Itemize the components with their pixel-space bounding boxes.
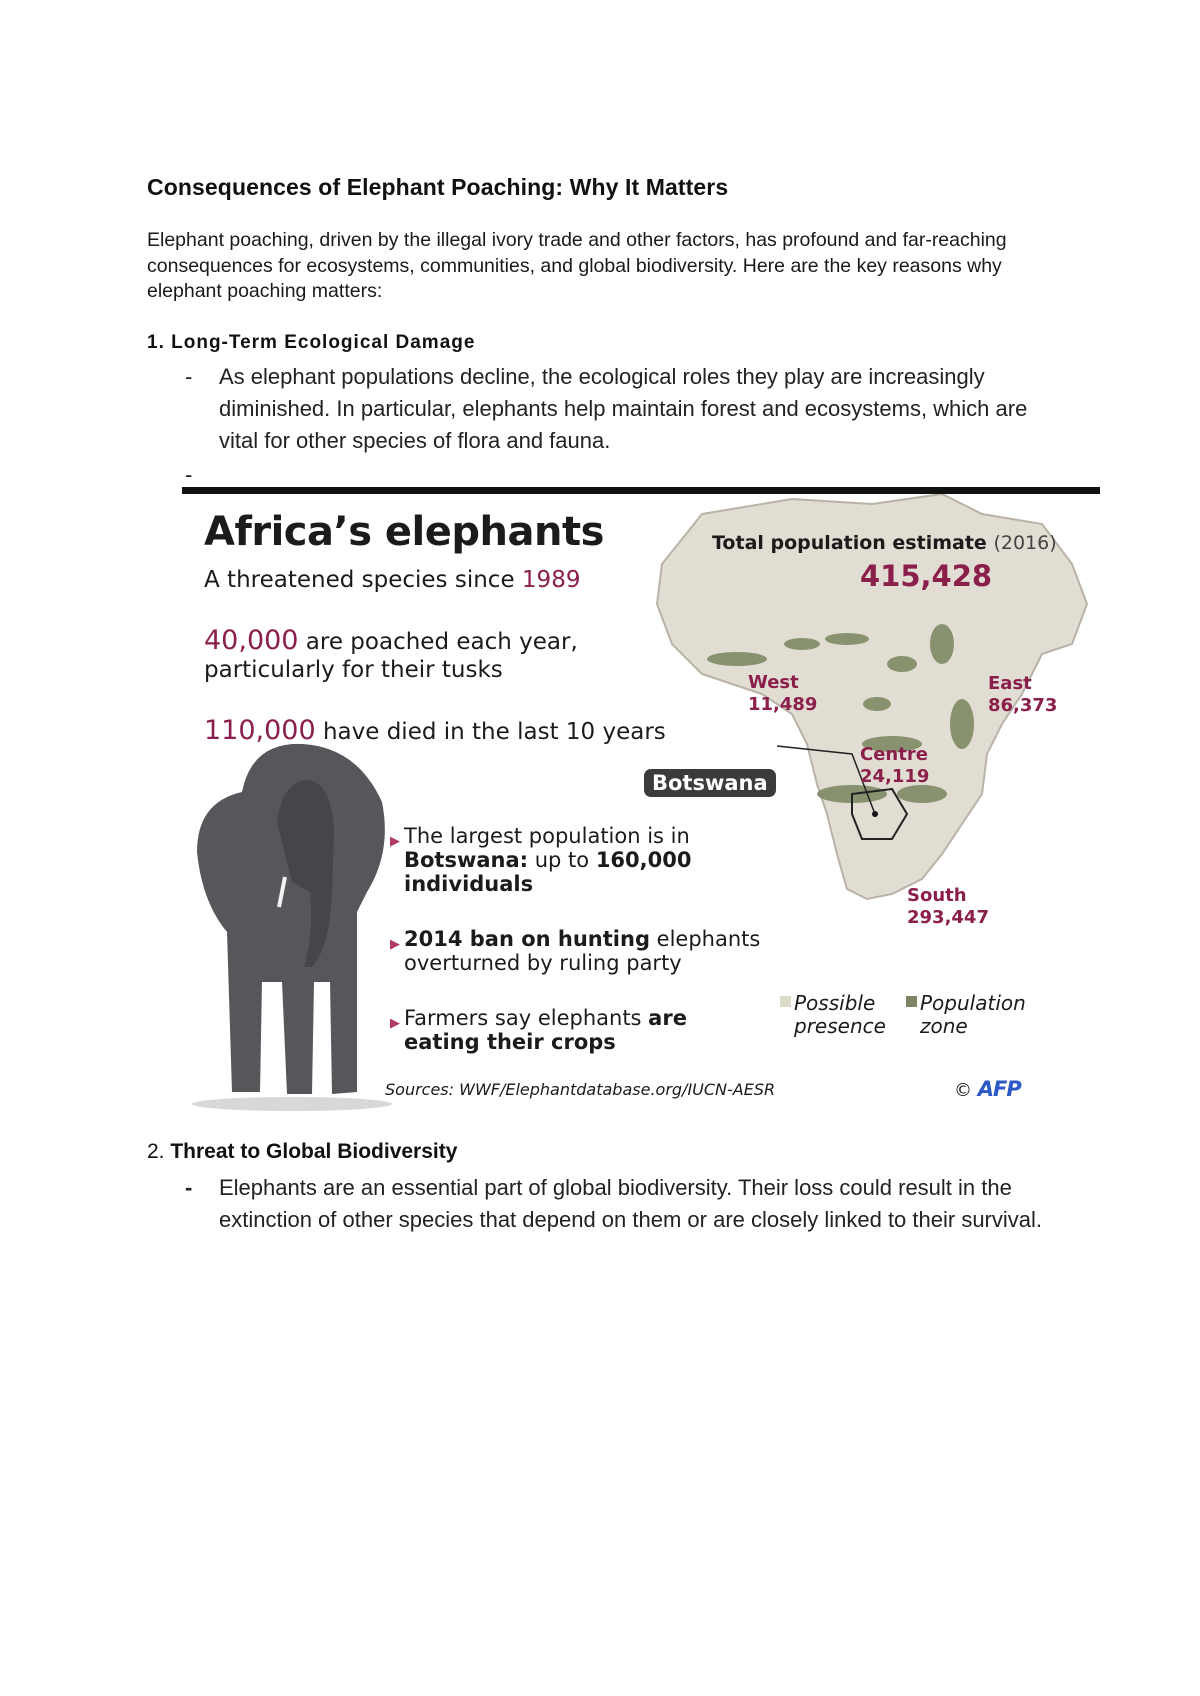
triangle-bullet-icon: ▶ bbox=[390, 1016, 400, 1031]
intro-paragraph: Elephant poaching, driven by the illegal ivory trade and other factors, has profound and far-reaching consequences for ecosystems, communities, and global biodiversity. Here are the key reasons why elephant poaching matters: bbox=[147, 229, 1007, 302]
fact-largest-population bbox=[390, 824, 744, 896]
infographic-title: Africa’s elephants bbox=[204, 509, 604, 555]
region-west-value: 11,489 bbox=[748, 694, 818, 715]
died-stat bbox=[204, 715, 684, 746]
page-title: Consequences of Elephant Poaching: Why It Matters bbox=[147, 174, 729, 200]
region-east-name: East bbox=[988, 673, 1032, 694]
afp-logo: AFP bbox=[977, 1077, 1021, 1101]
region-east bbox=[988, 673, 1057, 717]
infographic-subtitle bbox=[204, 567, 580, 593]
infographic-top-rule bbox=[182, 487, 1100, 494]
region-centre-name: Centre bbox=[860, 744, 928, 765]
section-2-number: 2. bbox=[147, 1140, 165, 1163]
fact3-a: Farmers say elephants bbox=[404, 1006, 649, 1030]
poached-number: 40,000 bbox=[204, 625, 299, 656]
triangle-bullet-icon: ▶ bbox=[390, 834, 400, 849]
region-west bbox=[748, 672, 817, 716]
copyright-symbol: © bbox=[954, 1080, 972, 1101]
bullet-dash: - bbox=[185, 462, 193, 487]
section-2-heading bbox=[147, 1140, 457, 1164]
fact2-a: 2014 ban on hunting bbox=[404, 927, 650, 951]
legend-swatch-possible bbox=[780, 996, 791, 1007]
region-centre-value: 24,119 bbox=[860, 766, 930, 787]
region-centre bbox=[860, 744, 929, 788]
section-1-bullet-text: As elephant populations decline, the ecological roles they play are increasingly diminished. In particular, elephants help maintain forest and ecosystems, which are vital for other species of flora and fauna. bbox=[219, 364, 1028, 453]
afp-credit bbox=[954, 1077, 1021, 1101]
died-number: 110,000 bbox=[204, 715, 316, 746]
population-label bbox=[712, 532, 1057, 554]
population-label-text: Total population estimate bbox=[712, 532, 987, 554]
poached-stat bbox=[204, 627, 624, 684]
region-south-name: South bbox=[907, 885, 967, 906]
bullet-dash: - bbox=[185, 1175, 193, 1200]
population-total: 415,428 bbox=[860, 559, 993, 593]
section-2-bullet-text: Elephants are an essential part of global biodiversity. Their loss could result in the extinction of other species that depend on them or are closely linked to their survival. bbox=[219, 1175, 1043, 1232]
legend-possible-text: Possible presence bbox=[794, 991, 886, 1038]
fact1-d: 160,000 individuals bbox=[404, 848, 692, 896]
region-east-value: 86,373 bbox=[988, 695, 1058, 716]
fact1-b: Botswana: bbox=[404, 848, 529, 872]
triangle-bullet-icon: ▶ bbox=[390, 937, 400, 952]
legend-swatch-population bbox=[906, 996, 917, 1007]
legend-possible-presence bbox=[794, 992, 904, 1038]
population-year: (2016) bbox=[993, 532, 1057, 554]
botswana-badge: Botswana bbox=[644, 769, 776, 797]
region-west-name: West bbox=[748, 672, 799, 693]
fact-farmers bbox=[390, 1006, 744, 1054]
section-1-heading: 1. Long-Term Ecological Damage bbox=[147, 332, 476, 353]
legend-population-zone bbox=[920, 992, 1060, 1038]
subtitle-year: 1989 bbox=[521, 567, 581, 593]
sources-credit: Sources: WWF/Elephantdatabase.org/IUCN-AESR bbox=[385, 1080, 776, 1099]
legend-population-text: Population zone bbox=[920, 991, 1026, 1038]
died-text: have died in the last 10 years bbox=[315, 719, 666, 745]
africa-elephants-infographic bbox=[182, 487, 1100, 1115]
fact2-b: elephants overturned by ruling party bbox=[404, 927, 761, 975]
fact3-b: are eating their crops bbox=[404, 1006, 687, 1054]
fact1-c: up to bbox=[528, 848, 596, 872]
section-2-heading-text: Threat to Global Biodiversity bbox=[170, 1140, 458, 1163]
poached-text: are poached each year, particularly for their tusks bbox=[204, 629, 578, 683]
fact1-a: The largest population is in bbox=[404, 824, 690, 848]
elephant-illustration bbox=[182, 732, 397, 1112]
region-south-value: 293,447 bbox=[907, 907, 989, 928]
region-south bbox=[907, 885, 989, 929]
bullet-dash: - bbox=[185, 364, 193, 389]
subtitle-prefix: A threatened species since bbox=[204, 567, 522, 593]
fact-hunting-ban bbox=[390, 927, 764, 975]
